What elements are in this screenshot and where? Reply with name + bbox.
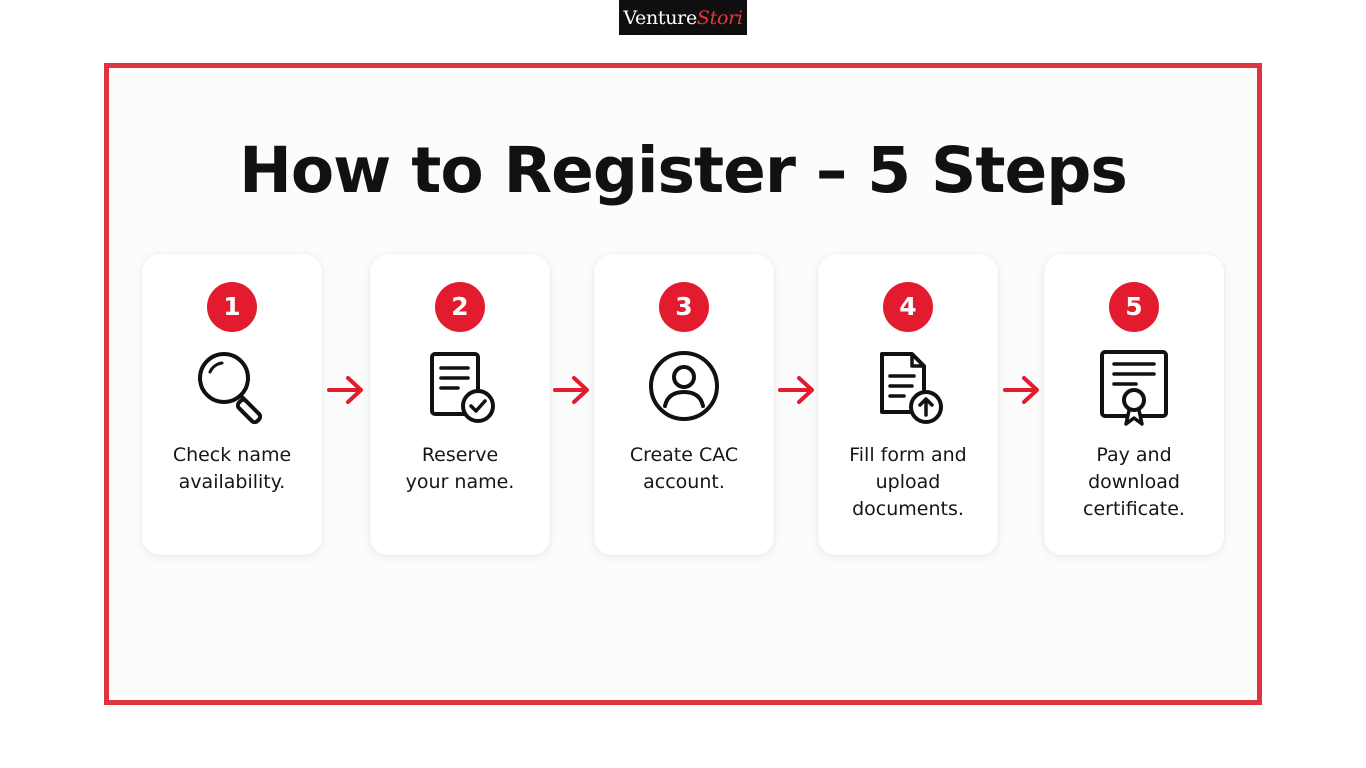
certificate-icon [1092,346,1176,430]
step-card-3 [594,254,774,555]
step-label: Reserve your name. [405,444,515,493]
step-card-4 [818,254,998,555]
step-label: Check name availability. [172,444,292,493]
arrow-right-icon [777,373,817,407]
page-title: How to Register – 5 Steps [239,134,1127,207]
brand-logo-part2: Stori [696,6,743,29]
step-label: Pay and download certificate. [1083,444,1185,520]
user-account-icon [642,346,726,430]
arrow-right-icon [1002,373,1042,407]
document-upload-icon [866,346,950,430]
step-card-1 [142,254,322,555]
brand-logo[interactable] [619,0,747,35]
step-number-badge: 5 [1109,282,1159,332]
step-card-5 [1044,254,1224,555]
arrow-right-icon [552,373,592,407]
step-label: Create CAC account. [629,444,739,493]
step-card-2 [370,254,550,555]
brand-logo-part1: Venture [623,6,697,29]
arrow-right-icon [326,373,366,407]
step-label: Fill form and upload documents. [849,444,967,520]
document-check-icon [418,346,502,430]
search-icon [190,346,274,430]
step-number-badge: 1 [207,282,257,332]
step-number-badge: 4 [883,282,933,332]
step-number-badge: 3 [659,282,709,332]
step-number-badge: 2 [435,282,485,332]
